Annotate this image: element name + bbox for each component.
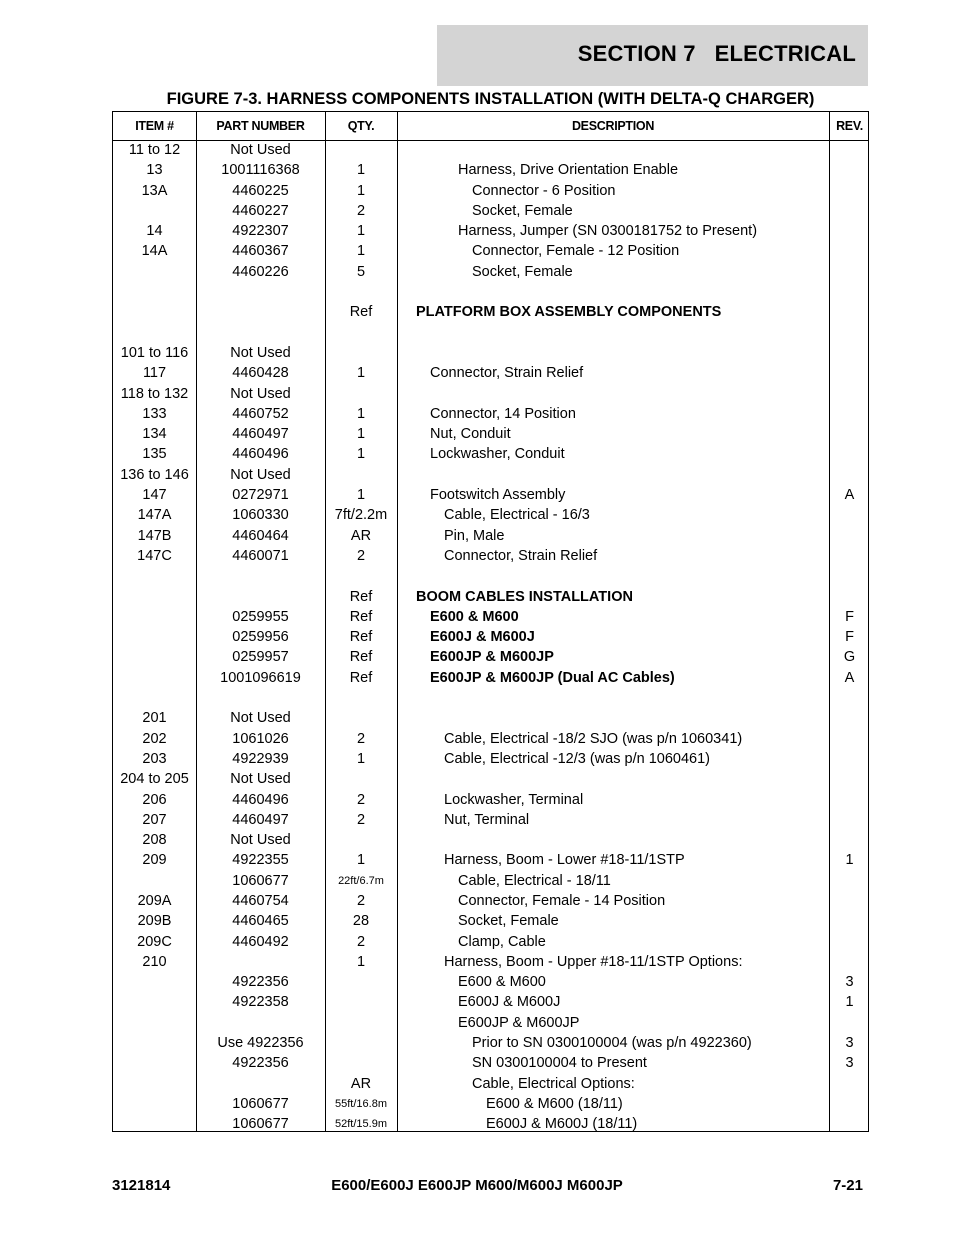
- part-number-cell: 0259956: [232, 629, 289, 646]
- table-row: [113, 708, 868, 728]
- table-row: [113, 363, 868, 383]
- item-cell: 147A: [137, 507, 172, 524]
- item-cell: 11 to 12: [128, 142, 181, 158]
- part-number-cell: Not Used: [230, 385, 291, 402]
- table-row: [113, 1053, 868, 1073]
- description-cell: E600 & M600: [458, 974, 546, 991]
- part-number-cell: 0259955: [232, 608, 289, 625]
- description-cell: E600J & M600J: [458, 994, 561, 1011]
- qty-cell: 2: [356, 730, 366, 747]
- qty-cell: 1: [356, 243, 366, 260]
- description-cell: Socket, Female: [458, 913, 559, 930]
- item-cell: 101 to 116: [120, 344, 189, 361]
- qty-cell: 1: [356, 446, 366, 463]
- description-cell: Connector, Female - 14 Position: [458, 892, 666, 909]
- description-cell: Nut, Conduit: [430, 426, 511, 443]
- description-cell: E600 & M600: [430, 608, 519, 625]
- qty-cell: 1: [356, 487, 366, 504]
- table-row: [113, 810, 868, 830]
- table-row: [113, 1033, 868, 1053]
- part-number-cell: 4922939: [232, 750, 289, 767]
- description-cell: E600JP & M600JP: [430, 649, 554, 666]
- part-number-cell: 4922356: [232, 974, 289, 991]
- part-number-cell: 1060677: [232, 1116, 289, 1133]
- part-number-cell: 4460367: [232, 243, 289, 260]
- qty-cell: Ref: [349, 588, 373, 605]
- table-row: [113, 871, 868, 891]
- part-number-cell: 4460496: [232, 446, 289, 463]
- qty-cell: 2: [356, 811, 366, 828]
- description-cell: E600J & M600J: [430, 629, 535, 646]
- description-cell: Harness, Boom - Lower #18-11/1STP: [444, 852, 685, 869]
- description-cell: Connector, Female - 12 Position: [472, 243, 680, 260]
- table-row: [113, 932, 868, 952]
- qty-cell: 1: [356, 182, 366, 199]
- qty-cell: Ref: [349, 304, 373, 321]
- description-cell: Socket, Female: [472, 263, 573, 280]
- qty-cell: AR: [350, 527, 372, 544]
- qty-cell: 52ft/15.9m: [335, 1118, 387, 1131]
- table-row: [113, 1114, 868, 1134]
- table-row: [113, 485, 868, 505]
- description-cell: Lockwasher, Terminal: [444, 791, 584, 808]
- description-cell: Pin, Male: [444, 527, 505, 544]
- table-row: [113, 262, 868, 282]
- item-cell: 209B: [137, 913, 172, 930]
- item-cell: 14A: [141, 243, 168, 260]
- description-cell: Footswitch Assembly: [430, 487, 566, 504]
- description-cell: Socket, Female: [472, 202, 573, 219]
- table-row: [113, 546, 868, 566]
- description-cell: BOOM CABLES INSTALLATION: [416, 588, 633, 605]
- table-row: [113, 302, 868, 322]
- item-cell: 201: [142, 710, 167, 727]
- table-row: [113, 972, 868, 992]
- rev-cell: 1: [845, 852, 854, 869]
- part-number-cell: Not Used: [230, 344, 291, 361]
- part-number-cell: Not Used: [230, 832, 291, 849]
- part-number-cell: 0272971: [232, 487, 289, 504]
- description-cell: E600 & M600 (18/11): [486, 1095, 623, 1112]
- part-number-cell: 4460497: [232, 811, 289, 828]
- table-row: [113, 282, 868, 302]
- part-number-cell: 4460226: [232, 263, 289, 280]
- part-number-cell: 4460428: [232, 365, 289, 382]
- description-cell: Nut, Terminal: [444, 811, 530, 828]
- part-number-cell: Not Used: [230, 142, 291, 158]
- qty-cell: Ref: [349, 669, 373, 686]
- item-cell: 209: [142, 852, 167, 869]
- item-cell: 203: [142, 750, 167, 767]
- qty-cell: 5: [356, 263, 366, 280]
- item-cell: 134: [142, 426, 167, 443]
- table-row: [113, 627, 868, 647]
- table-row: [113, 181, 868, 201]
- description-cell: E600J & M600J (18/11): [486, 1116, 638, 1133]
- item-cell: 118 to 132: [120, 385, 189, 402]
- item-cell: 147C: [137, 547, 172, 564]
- qty-cell: 22ft/6.7m: [338, 874, 384, 887]
- part-number-cell: Not Used: [230, 771, 291, 788]
- description-cell: Harness, Drive Orientation Enable: [458, 162, 679, 179]
- table-row: [113, 891, 868, 911]
- part-number-cell: 4460496: [232, 791, 289, 808]
- qty-cell: 1: [356, 852, 366, 869]
- table-row: [113, 221, 868, 241]
- item-cell: 13: [146, 162, 163, 179]
- rev-cell: A: [844, 669, 855, 686]
- item-cell: 210: [142, 953, 167, 970]
- description-cell: Cable, Electrical -12/3 (was p/n 1060461): [444, 750, 710, 767]
- footer-models: E600/E600J E600JP M600/M600J M600JP: [331, 1177, 623, 1194]
- item-cell: 208: [142, 832, 167, 849]
- rev-cell: 1: [845, 994, 854, 1011]
- description-cell: E600JP & M600JP (Dual AC Cables): [430, 669, 675, 686]
- part-number-cell: 4460464: [232, 527, 289, 544]
- part-number-cell: 1061026: [232, 730, 289, 747]
- table-row: [113, 769, 868, 789]
- part-number-cell: 4922356: [232, 1055, 289, 1072]
- description-cell: Connector - 6 Position: [472, 182, 616, 199]
- part-number-cell: 4922358: [232, 994, 289, 1011]
- rev-cell: F: [845, 608, 854, 625]
- part-number-cell: 4460071: [232, 547, 289, 564]
- footer-doc-number: 3121814: [112, 1177, 171, 1194]
- part-number-cell: 4460227: [232, 202, 289, 219]
- table-row: [113, 647, 868, 667]
- table-row: [113, 1074, 868, 1094]
- table-row: [113, 566, 868, 586]
- item-cell: 202: [142, 730, 167, 747]
- description-cell: Harness, Jumper (SN 0300181752 to Present): [458, 223, 758, 240]
- table-row: [113, 465, 868, 485]
- qty-cell: 1: [356, 162, 366, 179]
- table-row: [113, 729, 868, 749]
- item-cell: 207: [142, 811, 167, 828]
- item-cell: 136 to 146: [120, 466, 189, 483]
- table-row: [113, 404, 868, 424]
- description-cell: Connector, Strain Relief: [444, 547, 598, 564]
- rev-cell: 3: [845, 1035, 854, 1052]
- table-row: [113, 911, 868, 931]
- part-number-cell: Not Used: [230, 710, 291, 727]
- table-row: [113, 749, 868, 769]
- table-row: [113, 526, 868, 546]
- qty-cell: 2: [356, 892, 366, 909]
- rev-cell: F: [845, 629, 854, 646]
- part-number-cell: 1001116368: [221, 162, 300, 179]
- description-cell: Cable, Electrical - 16/3: [444, 507, 590, 524]
- part-number-cell: 1001096619: [220, 669, 301, 686]
- part-number-cell: 4460497: [232, 426, 289, 443]
- part-number-cell: 1060330: [232, 507, 289, 524]
- qty-cell: 7ft/2.2m: [334, 507, 388, 524]
- item-cell: 14: [146, 223, 163, 240]
- item-cell: 209A: [137, 892, 172, 909]
- table-row: [113, 343, 868, 363]
- qty-cell: 1: [356, 953, 366, 970]
- section-banner: [437, 25, 868, 86]
- description-cell: SN 0300100004 to Present: [472, 1055, 647, 1072]
- table-row: [113, 384, 868, 404]
- description-cell: Clamp, Cable: [458, 933, 546, 950]
- rev-cell: 3: [845, 974, 854, 991]
- part-number-cell: Use 4922356: [217, 1035, 304, 1052]
- table-row: [113, 830, 868, 850]
- part-number-cell: 4922355: [232, 852, 289, 869]
- qty-cell: 1: [356, 750, 366, 767]
- description-cell: Connector, 14 Position: [430, 405, 576, 422]
- qty-cell: 1: [356, 426, 366, 443]
- rev-cell: A: [844, 487, 855, 504]
- table-body: [113, 140, 868, 1135]
- column-header-description: DESCRIPTION: [571, 119, 655, 133]
- table-row: [113, 201, 868, 221]
- section-title: SECTION 7 ELECTRICAL: [577, 41, 856, 66]
- part-number-cell: 0259957: [232, 649, 289, 666]
- rev-cell: G: [843, 649, 856, 666]
- table-row: [113, 790, 868, 810]
- part-number-cell: 4460754: [232, 892, 289, 909]
- qty-cell: Ref: [349, 649, 373, 666]
- qty-cell: 2: [356, 791, 366, 808]
- table-row: [113, 241, 868, 261]
- qty-cell: 1: [356, 405, 366, 422]
- column-header-qty: QTY.: [347, 119, 375, 133]
- part-number-cell: 1060677: [232, 872, 289, 889]
- table-row: [113, 952, 868, 972]
- part-number-cell: 4922307: [232, 223, 289, 240]
- rev-cell: 3: [845, 1055, 854, 1072]
- table-row: [113, 505, 868, 525]
- part-number-cell: 4460465: [232, 913, 289, 930]
- item-cell: 133: [142, 405, 167, 422]
- item-cell: 135: [142, 446, 167, 463]
- qty-cell: 55ft/16.8m: [335, 1097, 387, 1110]
- figure-title: FIGURE 7-3. HARNESS COMPONENTS INSTALLATION (WITH DELTA-Q CHARGER): [166, 90, 815, 108]
- table-row: [113, 850, 868, 870]
- description-cell: PLATFORM BOX ASSEMBLY COMPONENTS: [416, 304, 722, 321]
- item-cell: 204 to 205: [120, 771, 189, 788]
- part-number-cell: 1060677: [232, 1095, 289, 1112]
- table-row: [113, 1013, 868, 1033]
- table-row: [113, 160, 868, 180]
- description-cell: Cable, Electrical -18/2 SJO (was p/n 1060341): [444, 730, 743, 747]
- item-cell: 117: [142, 365, 167, 382]
- description-cell: E600JP & M600JP: [458, 1014, 580, 1031]
- table-row: [113, 1094, 868, 1114]
- qty-cell: 28: [352, 913, 370, 930]
- qty-cell: 2: [356, 547, 366, 564]
- table-row: [113, 688, 868, 708]
- qty-cell: 1: [356, 365, 366, 382]
- description-cell: Prior to SN 0300100004 (was p/n 4922360): [472, 1035, 752, 1052]
- part-number-cell: 4460752: [232, 405, 289, 422]
- parts-table: [112, 111, 869, 1132]
- description-cell: Connector, Strain Relief: [430, 365, 584, 382]
- column-header-rev: REV.: [836, 119, 863, 133]
- table-row: [113, 607, 868, 627]
- description-cell: Cable, Electrical - 18/11: [458, 872, 611, 889]
- qty-cell: AR: [350, 1075, 372, 1092]
- table-row: [113, 424, 868, 444]
- footer-page-number: 7-21: [832, 1177, 863, 1194]
- item-cell: 147: [142, 487, 167, 504]
- column-header-part-number: PART NUMBER: [216, 119, 305, 133]
- part-number-cell: Not Used: [230, 466, 291, 483]
- description-cell: Harness, Boom - Upper #18-11/1STP Options:: [444, 953, 743, 970]
- description-cell: Cable, Electrical Options:: [472, 1075, 635, 1092]
- part-number-cell: 4460225: [232, 182, 289, 199]
- table-row: [113, 668, 868, 688]
- item-cell: 13A: [141, 182, 168, 199]
- qty-cell: Ref: [349, 608, 373, 625]
- table-row: [113, 587, 868, 607]
- qty-cell: 1: [356, 223, 366, 240]
- column-header-item: ITEM #: [135, 119, 174, 133]
- qty-cell: Ref: [349, 629, 373, 646]
- qty-cell: 2: [356, 933, 366, 950]
- description-cell: Lockwasher, Conduit: [430, 446, 565, 463]
- table-row: [113, 323, 868, 343]
- item-cell: 209C: [137, 933, 172, 950]
- item-cell: 147B: [137, 527, 172, 544]
- qty-cell: 2: [356, 202, 366, 219]
- table-row: [113, 140, 868, 160]
- table-row: [113, 444, 868, 464]
- item-cell: 206: [142, 791, 167, 808]
- part-number-cell: 4460492: [232, 933, 289, 950]
- table-row: [113, 992, 868, 1012]
